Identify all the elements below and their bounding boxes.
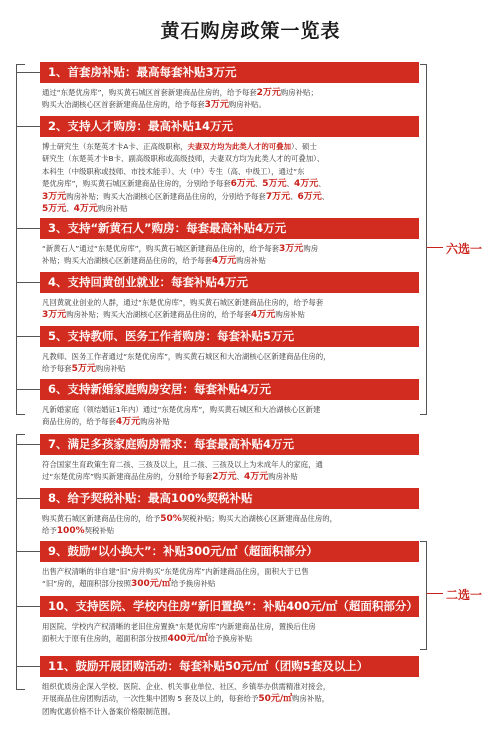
body-text: 购房补贴； <box>280 88 318 97</box>
highlight-text: 6万元 <box>297 191 322 202</box>
body-text: 、 <box>66 204 74 214</box>
body-text: 购买大冶湖核心区首套新建商品住房的，给予每套 <box>42 100 205 110</box>
page-title: 黄石购房政策一览表 <box>160 20 341 42</box>
section-heading-6: 6、支持新婚家庭购房安居：每套补贴4万元 <box>40 379 419 400</box>
group2-label: 二选一 <box>446 588 483 602</box>
body-line <box>42 153 422 165</box>
section-heading-2: 2、支持人才购房：最高补贴14万元 <box>40 116 419 137</box>
group1-label: 六选一 <box>446 242 483 256</box>
body-text: 契税补贴；购买大冶湖核心区新建商品住房的， <box>181 514 338 523</box>
body-line <box>42 525 422 537</box>
body-text: 购房补贴。 <box>228 100 266 110</box>
highlight-text: 3万元 <box>42 191 67 202</box>
highlight-text: 6万元 <box>230 179 255 190</box>
body-text: 通过“东楚优房库”，购买黄石城区首套新建商品住房的，给予每套 <box>42 88 257 97</box>
body-text: 购房补贴；购买大冶湖核心区新建商品住房的，分别给予每套 <box>66 191 266 201</box>
body-line <box>42 681 422 693</box>
highlight-text: 2万元 <box>212 472 237 483</box>
group2-pointer <box>427 593 443 594</box>
body-text: 过“东楚优房库”购买新建商品住房的，分别给予每套 <box>42 472 213 482</box>
body-line <box>42 363 422 375</box>
body-text: 、 <box>254 179 263 189</box>
body-text: 购房补贴 <box>236 256 266 266</box>
body-text: 、 <box>321 191 330 201</box>
body-text: 购房补贴 <box>268 472 298 482</box>
section-heading-5: 5、支持教师、医务工作者购房：每套补贴5万元 <box>40 326 419 347</box>
body-line <box>42 693 422 705</box>
body-text: 契税补贴 <box>84 526 115 536</box>
body-text: 凡新婚家庭（领结婚证1年内）通过“东楚优房库”，购买黄石城区和大冶湖核心区新建 <box>42 405 321 414</box>
body-line <box>42 309 422 321</box>
section-body-7 <box>42 459 422 484</box>
highlight-text: 4万元 <box>73 204 98 215</box>
body-text: 研究生（东楚英才卡B卡、副高级职称或高级技师，夫妻双方均为此类人才的可叠加）、 <box>42 154 325 164</box>
highlight-text: 3万元 <box>42 310 67 321</box>
body-line <box>42 351 422 363</box>
body-text: 凡教师、医务工作者通过“东楚优房库”，购买黄石城区和大冶湖核心区新建商品住房的， <box>42 352 331 361</box>
body-text: “旧”房的，超面积部分按照 <box>42 579 131 589</box>
highlight-text: 50% <box>160 514 182 524</box>
body-line <box>42 255 422 267</box>
body-line <box>42 243 422 255</box>
highlight-text: 4万元 <box>212 256 237 267</box>
body-text: 面积大于原有住房的，超面积部分按照 <box>42 634 168 644</box>
section-body-5 <box>42 351 422 376</box>
body-text: 博士研究生（东楚英才卡A卡、正高级职称， <box>42 142 188 151</box>
body-text: 购房补贴 <box>140 417 170 427</box>
section-heading-1: 1、首套房补贴：最高每套补贴3万元 <box>40 62 419 83</box>
left-bracket-bottom <box>16 434 25 690</box>
highlight-text: 5万元 <box>71 364 96 375</box>
body-line <box>42 141 422 153</box>
body-line <box>42 633 422 645</box>
body-text: 购房补贴 <box>275 310 305 320</box>
section-body-9 <box>42 566 422 591</box>
section-tick-4 <box>16 282 40 283</box>
section-body-8 <box>42 513 422 538</box>
body-text: 、 <box>286 179 294 189</box>
section-heading-3: 3、支持“新黄石人”购房：每套最高补贴4万元 <box>40 218 419 239</box>
section-heading-4: 4、支持回黄创业就业：每套补贴4万元 <box>40 272 419 293</box>
highlight-text: 300元/㎡ <box>130 579 172 590</box>
body-text: 给予换房补贴 <box>171 579 216 589</box>
body-text: 商品住房的，给予每套 <box>42 417 116 427</box>
section-heading-10: 10、支持医院、学校内住房“新旧置换”：补贴400元/㎡（超面积部分） <box>40 596 419 617</box>
section-heading-7: 7、满足多孩家庭购房需求：每套最高补贴4万元 <box>40 434 419 455</box>
left-bracket-top <box>16 64 25 415</box>
body-line <box>42 459 422 471</box>
section-body-11 <box>42 681 422 718</box>
body-text: 开展商品住房团购活动，一次性集中团购 5 套及以上的，每套给予 <box>42 694 259 704</box>
body-line <box>42 404 422 416</box>
section-tick-2 <box>16 126 40 127</box>
section-heading-9: 9、鼓励“以小换大”：补贴300元/㎡（超面积部分） <box>40 541 419 562</box>
body-text: 凡回黄就业创业的人群，通过“东楚优房库”，购买黄石城区新建商品住房的，给予每套 <box>42 298 324 307</box>
highlight-text: 2万元 <box>256 88 281 98</box>
body-text: 、 <box>318 179 326 189</box>
section-heading-8: 8、给予契税补贴：最高100%契税补贴 <box>40 488 419 509</box>
highlight-text: 4万元 <box>243 472 269 483</box>
section-tick-6 <box>16 389 40 390</box>
body-text: 、 <box>236 472 244 482</box>
highlight-text: 50元/㎡ <box>258 694 293 705</box>
section-tick-10 <box>16 606 40 607</box>
body-text: 给予每套 <box>42 364 72 374</box>
highlight-text: 3万元 <box>279 244 304 254</box>
body-line <box>42 578 422 590</box>
highlight-text: 100% <box>56 526 85 537</box>
highlight-text: 夫妻双方均为此类人才的可叠加 <box>187 142 291 151</box>
body-line <box>42 99 422 111</box>
body-line <box>42 706 422 718</box>
section-tick-5 <box>16 336 40 337</box>
highlight-text: 4万元 <box>293 179 319 190</box>
body-text: 组织优质房企深入学校、医院、企业、机关事业单位、社区、乡镇举办供需精准对接会， <box>42 682 331 691</box>
body-line <box>42 471 422 483</box>
body-line <box>42 203 422 215</box>
body-text: 购房补贴， <box>292 694 330 704</box>
section-body-4 <box>42 297 422 322</box>
body-text: 楚优房库”，购买黄石城区新建商品住房的，分别给予每套 <box>42 179 231 189</box>
body-line <box>42 166 422 178</box>
body-line <box>42 416 422 428</box>
body-text: 团购优惠价格不计入备案价格限制范围。 <box>42 706 176 716</box>
body-text: 符合国家生育政策生育二孩、三孩及以上，且二孩、三孩及以上为未成年人的家庭，通 <box>42 460 323 469</box>
section-heading-11: 11、鼓励开展团购活动：每套补贴50元/㎡（团购5套及以上） <box>40 656 419 677</box>
section-body-3 <box>42 243 422 268</box>
section-body-6 <box>42 404 422 429</box>
body-text: 购房 <box>303 244 319 253</box>
body-line <box>42 513 422 525</box>
body-text: ）、硕士 <box>290 142 317 151</box>
body-text: 出售产权清晰的非自建“旧”房并购买“东楚优房库”内新建商品住房，面积大于已售 <box>42 567 309 576</box>
body-line <box>42 566 422 578</box>
body-line <box>42 621 422 633</box>
section-body-10 <box>42 621 422 646</box>
highlight-text: 7万元 <box>265 191 291 202</box>
body-text: 购房补贴 <box>97 204 128 214</box>
section-tick-11 <box>16 666 40 667</box>
section-tick-9 <box>16 551 40 552</box>
body-text: 购房补贴 <box>95 364 126 374</box>
body-line <box>42 297 422 309</box>
highlight-text: 400元/㎡ <box>167 634 208 645</box>
highlight-text: 4万元 <box>115 417 141 428</box>
body-text: 购房补贴；购买大冶湖核心区新建商品住房的，给予每套 <box>66 310 252 320</box>
body-text: 本科生（中级职称或技师、市技术能手）、大（中）专生（高、中级工），通过“东 <box>42 166 305 176</box>
section-tick-7 <box>16 444 40 445</box>
body-text: 给予换房补贴 <box>207 634 253 644</box>
section-tick-8 <box>16 498 40 499</box>
body-line <box>42 87 422 99</box>
group1-pointer <box>427 247 443 248</box>
body-text: 购买黄石城区新建商品住房的，给予 <box>42 514 161 523</box>
highlight-text: 5万元 <box>42 204 67 215</box>
section-tick-1 <box>16 72 40 73</box>
section-tick-3 <box>16 228 40 229</box>
body-line <box>42 178 422 190</box>
highlight-text: 3万元 <box>204 100 229 111</box>
body-text: 给予 <box>42 526 57 536</box>
body-text: “新黄石人”通过“东楚优房库”，购买黄石城区新建商品住房的，给予每套 <box>42 244 280 253</box>
body-text: 、 <box>290 191 298 201</box>
body-line <box>42 191 422 203</box>
highlight-text: 4万元 <box>251 310 276 321</box>
body-text: 用医院、学校内产权清晰的老旧住房置换“东楚优房库”内新建商品住房，置换后住房 <box>42 622 316 631</box>
highlight-text: 5万元 <box>262 179 287 190</box>
section-body-1 <box>42 87 422 112</box>
section-body-2 <box>42 141 422 215</box>
body-text: 补贴；购买大冶湖核心区新建商品住房的，给予每套 <box>42 256 212 266</box>
